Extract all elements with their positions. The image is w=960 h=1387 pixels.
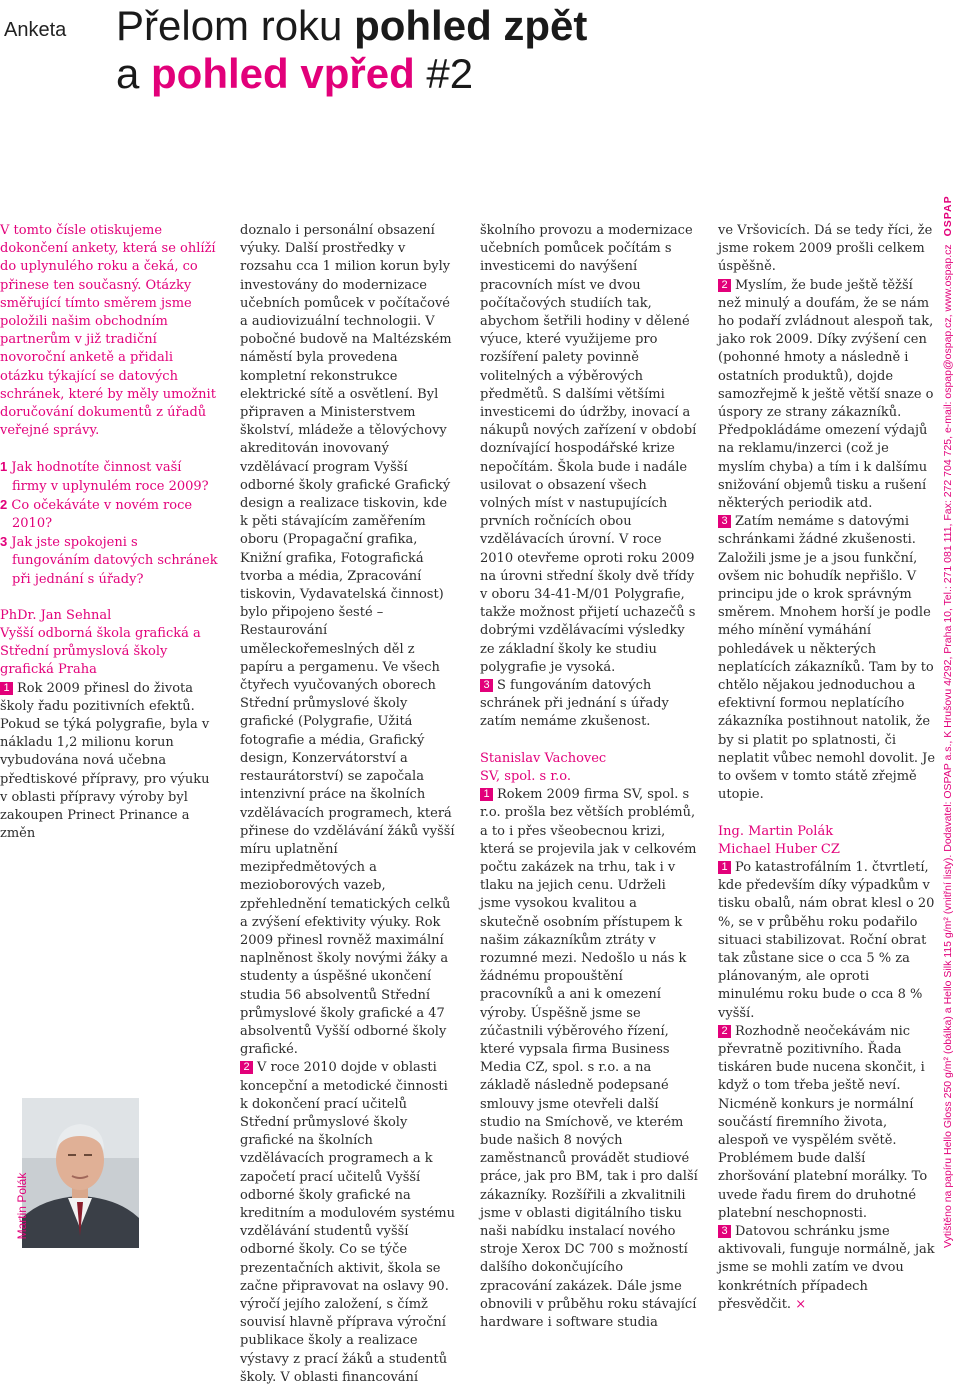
- answer-text: ve Vršovicích. Dá se tedy říci, že jsme rokem 2009 prošli celkem úspěšně.: [718, 223, 933, 275]
- respondent-name: PhDr. Jan Sehnal: [0, 607, 112, 623]
- answer-text: 3 Datovou schránku jsme aktivovali, funguje normálně, jak jsme se mohli zatím ve dvou konkrétních případech přesvědčit. ×: [718, 1223, 935, 1312]
- answer-number-badge: 3: [718, 1225, 731, 1238]
- portrait-illustration: [22, 1098, 139, 1248]
- ospap-logo: OSPAP: [942, 195, 954, 237]
- answer-text: 1 Rokem 2009 firma SV, spol. s r.o. prošla bez větších problémů, a to i přes všeobecnou krizi, která se projevila jak v celkovém počtu zakázek na trhu, tak i v tlaku na jejich cenu. Udrželi jsme vysokou kvalitou a skutečně osobním přístupem k našim zákazníkům ztráty v rozumné mezi. Nedošlo u nás k žádnému propouštění pracovníků a ani k omezení výroby. Úspěšně jsme se zúčastnili výběrového řízení, které vypsala firma Business Media CZ, spol. s r.o. a na základě následně podepsané smlouvy jsme otevřeli další studio na Smíchově, ve kterém bude našich 8 nových zaměstnanců provádět studiové práce, jak pro BM, tak i pro další zákazníky. Rozšířili a zkvalitnili jsme v oblasti digitálního tisku naši nabídku instalací nového stroje Xerox DC 700 s možností dalšího dokončujícího zpracování zakázek. Dále jsme obnovili v průběhu roku stávající hardware i software studia: [480, 787, 698, 1330]
- answer-text: 3 S fungováním datových schránek při jednání s úřady zatím nemáme zkušenost.: [480, 678, 669, 730]
- question-number: 2: [0, 496, 8, 512]
- question-item: [0, 496, 218, 533]
- respondent-name: Ing. Martin Polák: [718, 823, 834, 839]
- answer-text: 1 Po katastrofálním 1. čtvrtletí, kde především díky výpadkům v tisku obalů, nám obrat klesl o 20 %, se v průběhu roku podařilo situaci stabilizovat. Roční obrat tak zůstane sice o cca 5 % za plánovaným, ale oproti minulému roku bude o cca 8 % vyšší.: [718, 859, 935, 1021]
- answer-text: 2 Rozhodně neočekávám nic převratně pozitivního. Řada tiskáren bude nucena skončit, i když o tom třeba ještě neví. Nicméně konkurs je normální součástí firemního života, alespoň ve vyspělém světě. Problémem bude další zhoršování platební morálky. To uvede řadu firem do druhotné platební neschopnosti.: [718, 1023, 928, 1221]
- title-part: Přelom roku: [116, 2, 355, 49]
- question-text: Jak jste spokojeni s fungováním datových schránek při jednání s úřady?: [11, 535, 218, 587]
- section-label: Anketa: [4, 19, 67, 41]
- question-list: [0, 458, 218, 588]
- question-text: Co očekáváte v novém roce 2010?: [11, 497, 193, 532]
- answer-text: 1 Rok 2009 přinesl do života školy řadu pozitivních efektů. Pokud se týká polygrafie, byla v nákladu 1,2 milionu korun vybudována nová učebna předtiskové přípravy, pro výuku v oblasti přípravy výroby byl zakoupen Prinect Prinance a změn: [0, 680, 210, 842]
- title-number: #2: [414, 50, 474, 97]
- title-accent: pohled vpřed: [151, 50, 415, 97]
- respondent-org: SV, spol. s r.o.: [480, 768, 571, 784]
- print-info-text: Vytištěno na papíru Hello Gloss 250 g/m² (obálka) a Hello Silk 115 g/m² (vnitřní listy). Dodavatel: OSPAP a.s., K Hrušovu 4/292, Praha 10, Tel.: 271 081 111, Fax: 272 704 725, e-mail: ospap@ospap.cz, www.ospap.cz: [942, 244, 954, 1248]
- answer-number-badge: 2: [718, 1025, 731, 1038]
- column-2: [240, 222, 458, 1387]
- title-bold: pohled zpět: [354, 2, 588, 49]
- answer-number-badge: 2: [240, 1061, 253, 1074]
- question-number: 1: [0, 459, 8, 475]
- respondent-name: Stanislav Vachovec: [480, 750, 607, 766]
- answer-text: doznalo i personální obsazení výuky. Další prostředky v rozsahu cca 1 milion korun byly investovány do modernizace učebních pomůcek v počítačové a audiovizuální technologii. V pobočné budově na Maltézském náměstí byla provedena kompletní rekonstrukce elektrické sítě a osvětlení. Byl připraven a Ministerstvem školství, mládeže a tělovýchovy akreditován inovovaný vzdělávací program Vyšší odborné školy grafické Grafický design a realizace tiskovin, kde k pěti stávajícím zaměřením oboru (Propagační grafika, Knižní grafika, Fotografická tvorba a média, Zpracování tiskovin, Vydavatelská činnost) bylo připojeno šesté – Restaurování uměleckořemeslných děl z papíru a pergamenu. Ve všech čtyřech vyučovaných oborech Střední průmyslové školy grafické (Polygrafie, Užitá fotografie a média, Grafický design, Konzervátorství a restaurátorství) se započala intenzivní práce na školních vzdělávacích programech, která přinese do vzdělávání žáků vyšší míru uplatnění mezipředmětových a mezioborových vazeb, zpřehlednění tematických celků a zvýšení efektivity výuky. Rok 2009 přinesl rovněž maximální naplněnost školy novými žáky a studenty a úspěšné ukončení studia 56 absolventů Střední průmyslové školy grafické a 47 absolventů Vyšší odborné školy grafické.: [240, 223, 455, 1058]
- intro-text: V tomto čísle otiskujeme dokončení ankety, která se ohlíží do uplynulého roku a čeká, co přinese ten současný. Otázky směřující tímto směrem jsme položili našim obchodním partnerům v již tradiční novoroční anketě a přidali otázku týkající se datových schránek, které by měly umožnit doručování dokumentů z úřadů veřejné správy.: [0, 223, 216, 439]
- page-title: [116, 2, 587, 98]
- answer-text: 3 Zatím nemáme s datovými schránkami žádné zkušenosti. Založili jsme je a jsou funkční, ovšem nic bohudík nepřišlo. V principu jde o krok správným směrem. Mnohem horší je podle mého mínění vymáhání pohledávek u některých neplatících zákazníků. Tam by to chtělo nějakou jednoduchou a efektivní formou neplatícího zákazníka postihnout natolik, že by si platit po splatnosti, či neplatit vůbec nemohl dovolit. Je to ovšem v tomto státě zřejmě utopie.: [718, 514, 936, 803]
- end-mark-icon: ×: [795, 1296, 807, 1312]
- answer-text: 2 Myslím, že bude ještě těžší než minulý a doufám, že se nám ho podaří zvládnout alespoň tak, jako rok 2009. Díky zvýšení cen (pohonné hmoty a následně i ostatních produktů), dojde samozřejmě k ještě větší snaze o úspory ze strany zákazníků. Předpokládáme omezení výdajů na reklamu/inzerci (což je myslím chyba) a tím i k dalšímu snižování objemů tisku a rušení některých periodik atd.: [718, 277, 934, 512]
- column-3: [480, 222, 698, 1332]
- photo-credit: Martin Polák: [15, 1172, 29, 1240]
- respondent-org: Michael Huber CZ: [718, 841, 840, 857]
- answer-number-badge: 3: [480, 679, 493, 692]
- answer-number-badge: 3: [718, 515, 731, 528]
- answer-text: 2 V roce 2010 dojde v oblasti koncepční a metodické činnosti k dokončení prací učitelů Střední průmyslové školy grafické na školních vzdělávacích programech a k započetí prací učitelů Vyšší odborné školy grafické na kreditním a modulovém systému vzdělávání studentů vyšší odborné školy. Co se týče prezentačních aktivit, škola se začne připravovat na oslavy 90. výročí jejího založení, s čímž souvisí hlavně příprava výroční publikace školy a realizace výstavy z prací žáků a studentů školy. V oblasti financování: [240, 1060, 455, 1385]
- title-part: a: [116, 50, 152, 97]
- respondent-org: Vyšší odborná škola grafická a Střední průmyslová školy grafická Praha: [0, 626, 201, 678]
- answer-text: školního provozu a modernizace učebních pomůcek počítám s investicemi do navýšení pracovních míst ve dvou počítačových studiích tak, abychom šetřili hodiny v dělené výuce, které využijeme pro rozšíření palety povinně volitelných a výběrových předmětů. S dalšími většími investicemi do údržby, inovací a nákupů nových zařízení v období doznívající hospodářské krize nepočítám. Škola bude i nadále usilovat o obsazení všech volných míst v nastupujících prvních ročnících obou vzdělávacích úrovní. V roce 2010 otevřeme oproti roku 2009 na úrovni střední školy dvě třídy v oboru 34-41-M/01 Polygrafie, takže možnost přijetí uchazečů s dobrými vzdělávacími výsledky ze základní školy ke studiu polygrafie je vysoká.: [480, 223, 697, 675]
- question-item: [0, 458, 218, 495]
- print-info-side-note: [943, 8, 954, 1248]
- question-number: 3: [0, 534, 8, 550]
- answer-number-badge: 1: [480, 788, 493, 801]
- answer-number-badge: 2: [718, 279, 731, 292]
- answer-number-badge: 1: [718, 861, 731, 874]
- answer-number-badge: 1: [0, 682, 13, 695]
- column-4: [718, 222, 936, 1314]
- question-text: Jak hodnotíte činnost vaší firmy v uplynulém roce 2009?: [11, 460, 209, 494]
- portrait-photo: [22, 1098, 139, 1248]
- question-item: [0, 533, 218, 589]
- column-1: [0, 222, 218, 844]
